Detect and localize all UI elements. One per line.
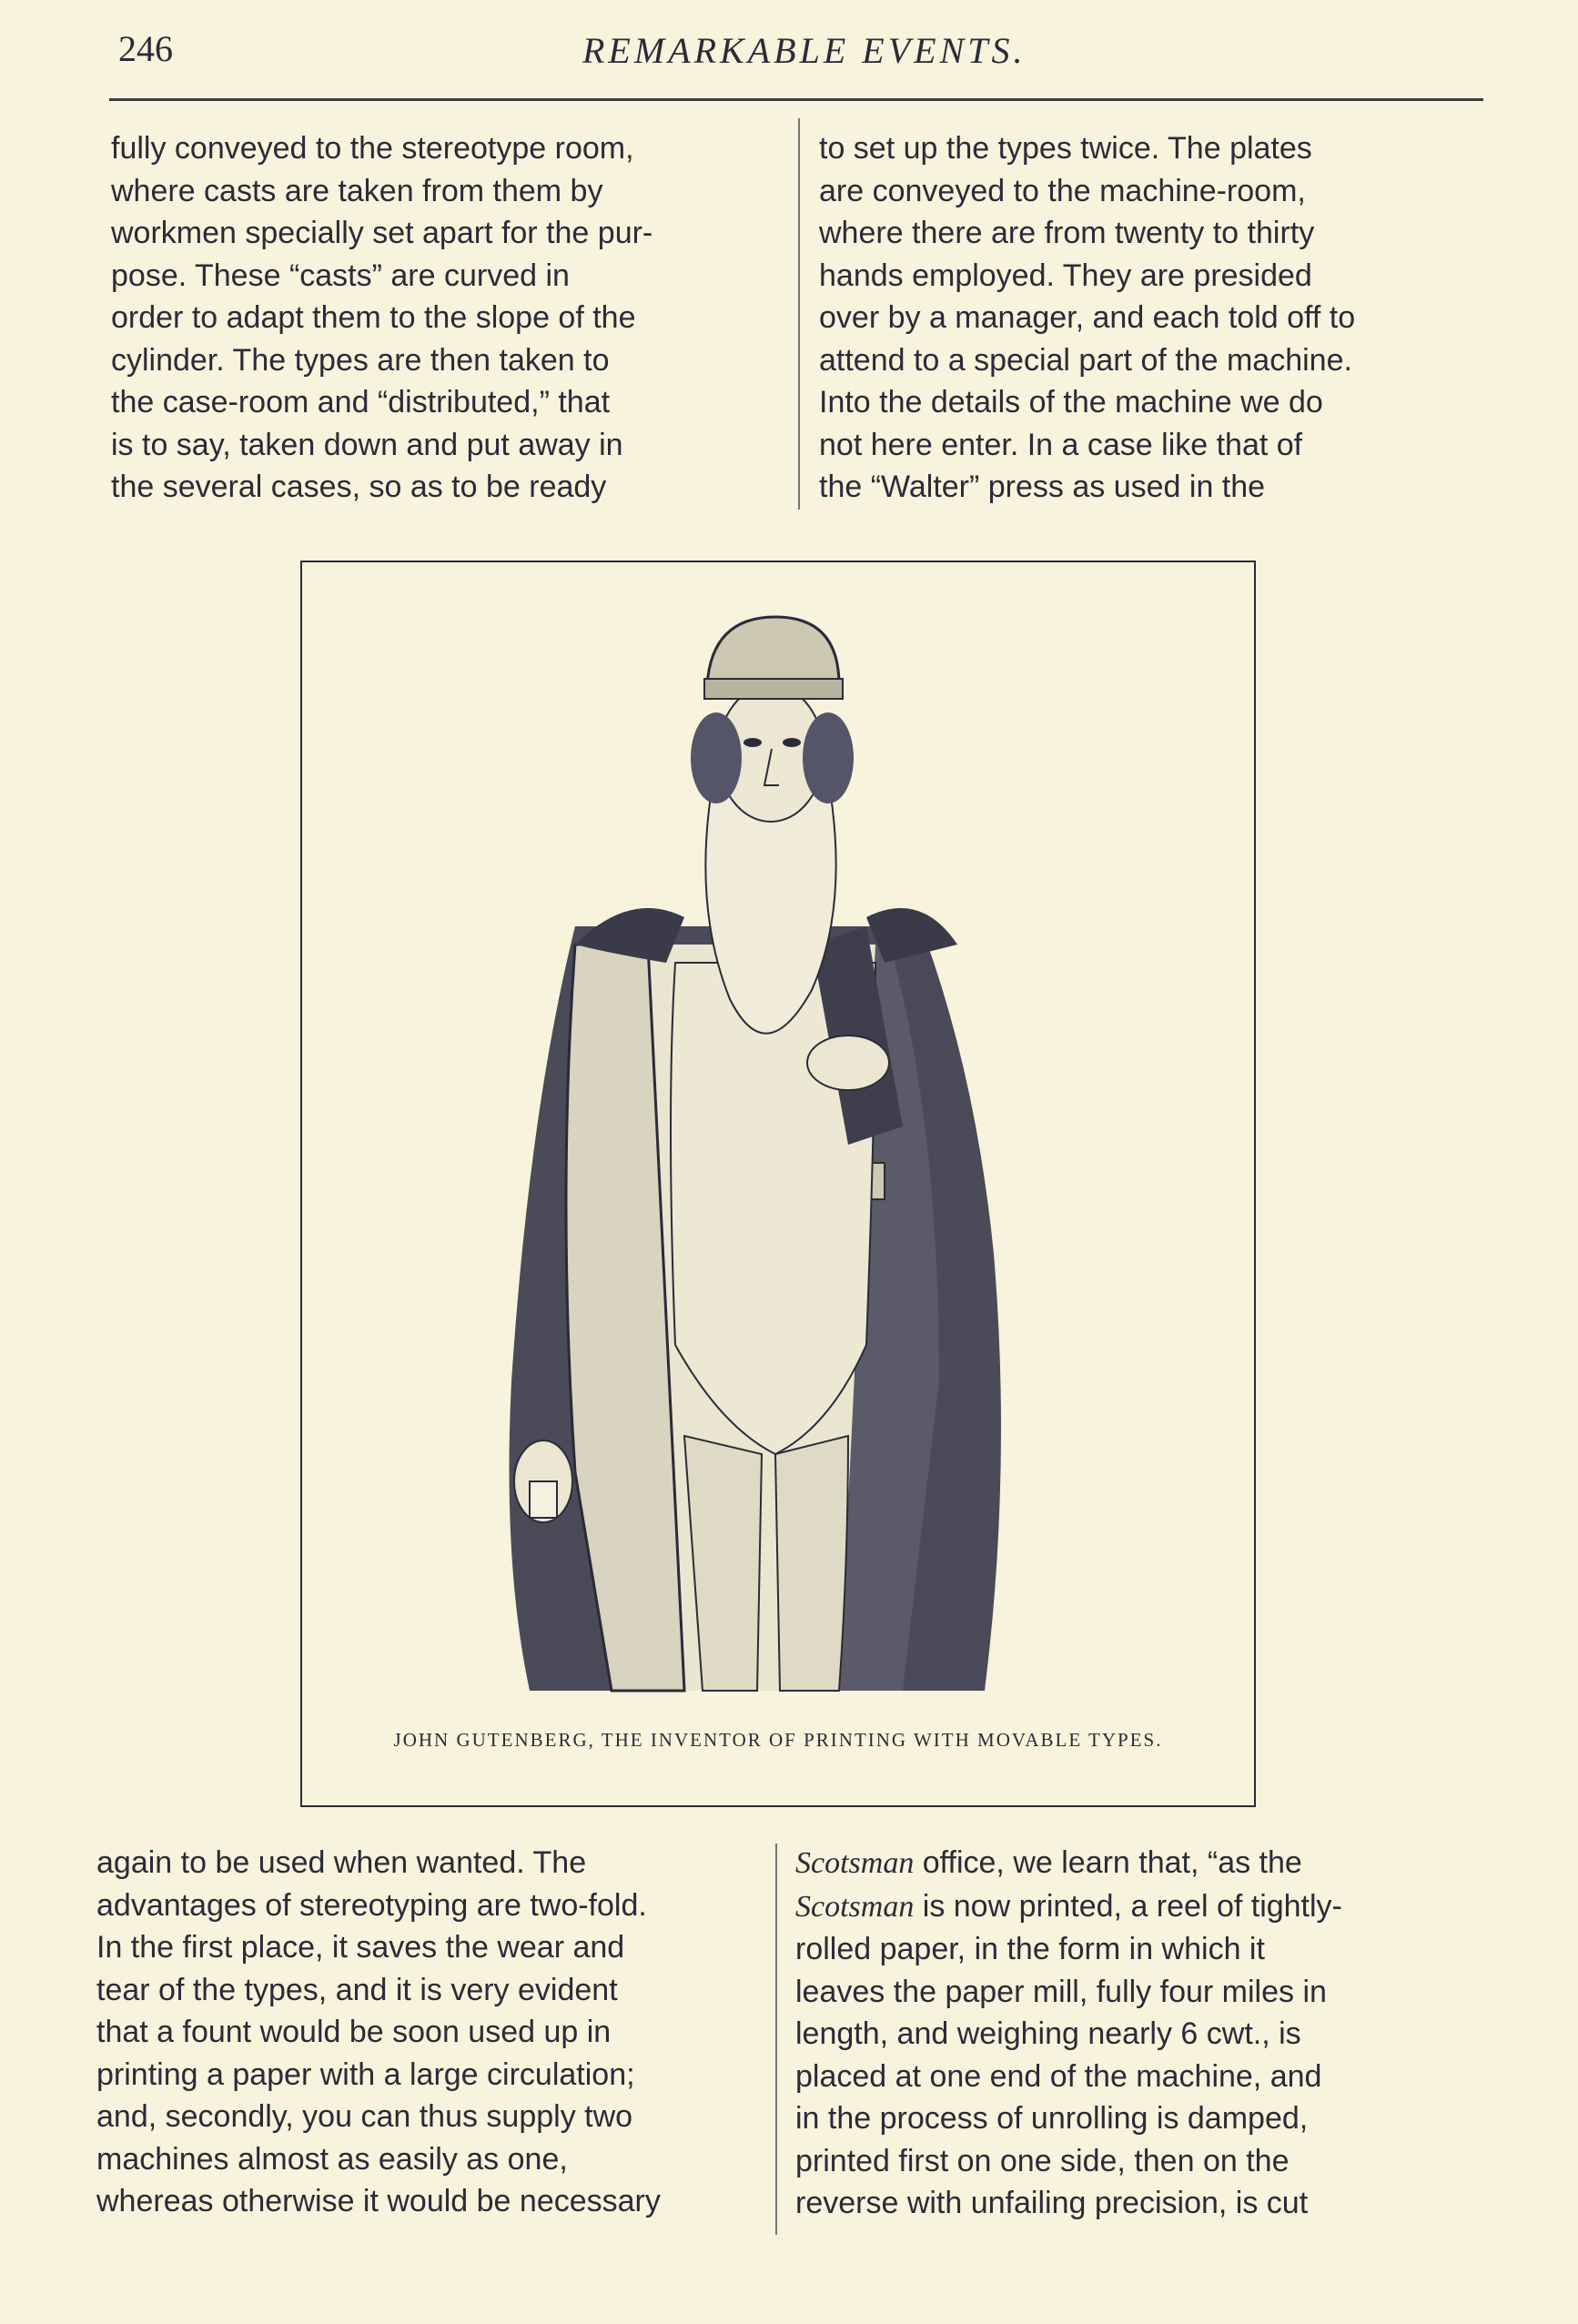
bottom-left-column: again to be used when wanted. The advantages of stereotyping are two-fold. In the first place, it saves the wear and tear of the types, and it is very evident that a fount would be soon used up in printing a paper with a large circulation; and, secondly, you can thus supply two machines almost as easily as one, whereas otherwise it would be necessary: [96, 1845, 661, 2218]
header-rule: [109, 98, 1483, 101]
page-number: 246: [118, 28, 173, 69]
bottom-column-rule: [775, 1844, 777, 2235]
right-lead-text: office, we learn that, “as the: [922, 1845, 1302, 1880]
running-head: REMARKABLE EVENTS.: [582, 30, 1027, 71]
figure-frame: [300, 561, 1256, 1807]
top-left-column: fully conveyed to the stereotype room, where casts are taken from them by workmen specially set apart for the pur- pose. These “casts” are curved in order to adapt them to the slope of the cylinder. The types are then taken to the case-room and “distributed,” that is to say, taken down and put away in the several cases, so as to be ready: [111, 131, 653, 504]
gutenberg-engraving: [302, 562, 1254, 1714]
right-column-text: is now printed, a reel of tightly- rolled paper, in the form in which it leaves the paper mill, fully four miles in length, and weighing nearly 6 cwt., is placed at one end of the machine, and in the process of unrolling is damped, printed first on one side, then on the reverse with unfailing precision, is cut: [795, 1888, 1342, 2220]
top-column-rule: [798, 118, 800, 510]
top-right-column: to set up the types twice. The plates are conveyed to the machine-room, where there are from twenty to thirty hands employed. They are presided over by a manager, and each told off to attend to a special part of the machine. Into the details of the machine we do not here enter. In a case like that of the “Walter” press as used in the: [819, 131, 1356, 504]
figure-caption: JOHN GUTENBERG, THE INVENTOR OF PRINTING WITH MOVABLE TYPES.: [393, 1729, 1163, 1751]
newspaper-title-1: Scotsman: [795, 1846, 915, 1880]
newspaper-title-2: Scotsman: [795, 1889, 915, 1924]
bottom-right-column: [795, 1842, 1452, 2225]
